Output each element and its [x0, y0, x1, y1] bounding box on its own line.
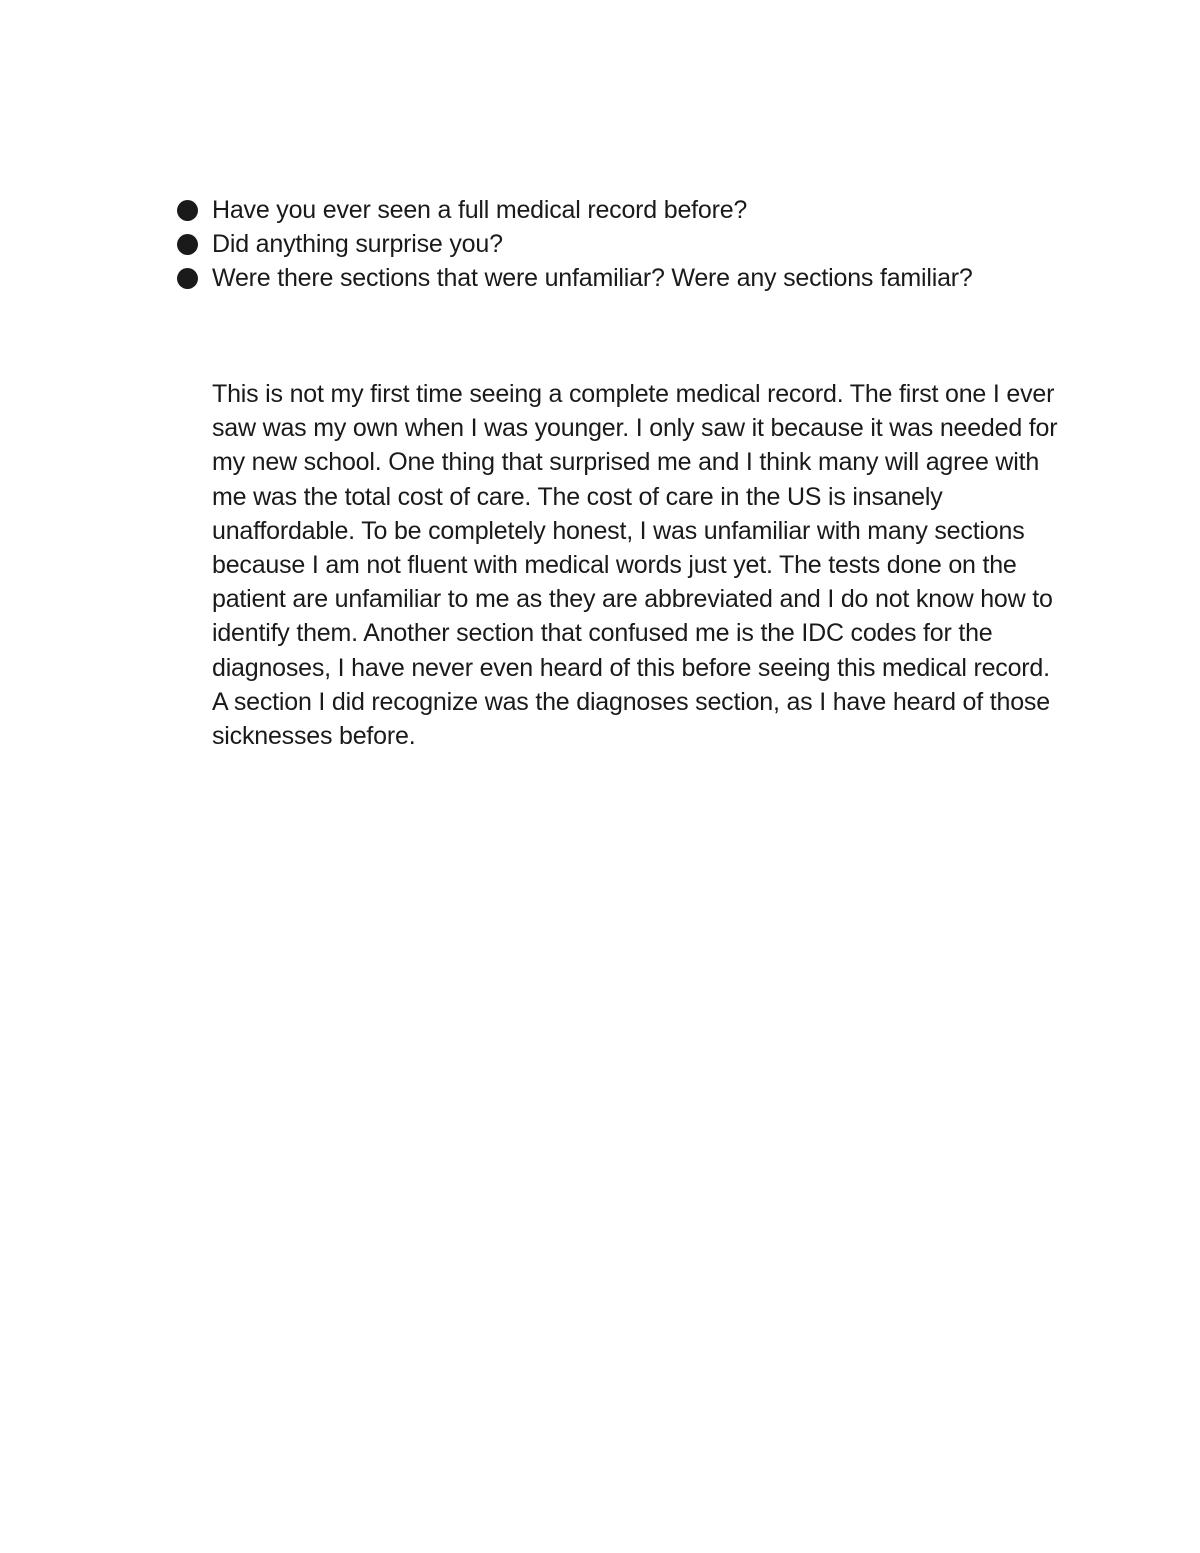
- question-list: [176, 193, 1056, 295]
- question-text: Have you ever seen a full medical record before?: [212, 196, 748, 224]
- bullet-icon: [177, 268, 198, 289]
- question-item: [176, 261, 1056, 295]
- question-text: Were there sections that were unfamiliar? Were any sections familiar?: [212, 264, 973, 292]
- question-item: [176, 227, 1056, 261]
- question-text: Did anything surprise you?: [212, 230, 503, 258]
- bullet-icon: [177, 234, 198, 255]
- bullet-icon: [177, 200, 198, 221]
- question-item: [176, 193, 1056, 227]
- answer-paragraph: This is not my first time seeing a complete medical record. The first one I ever saw was my own when I was younger. I only saw it because it was needed for my new school. One thing that surprised me and I think many will agree with me was the total cost of care. The cost of care in the US is insanely unaffordable. To be completely honest, I was unfamiliar with many sections because I am not fluent with medical words just yet. The tests done on the patient are unfamiliar to me as they are abbreviated and I do not know how to identify them. Another section that confused me is the IDC codes for the diagnoses, I have never even heard of this before seeing this medical record. A section I did recognize was the diagnoses section, as I have heard of those sicknesses before.: [212, 380, 1058, 751]
